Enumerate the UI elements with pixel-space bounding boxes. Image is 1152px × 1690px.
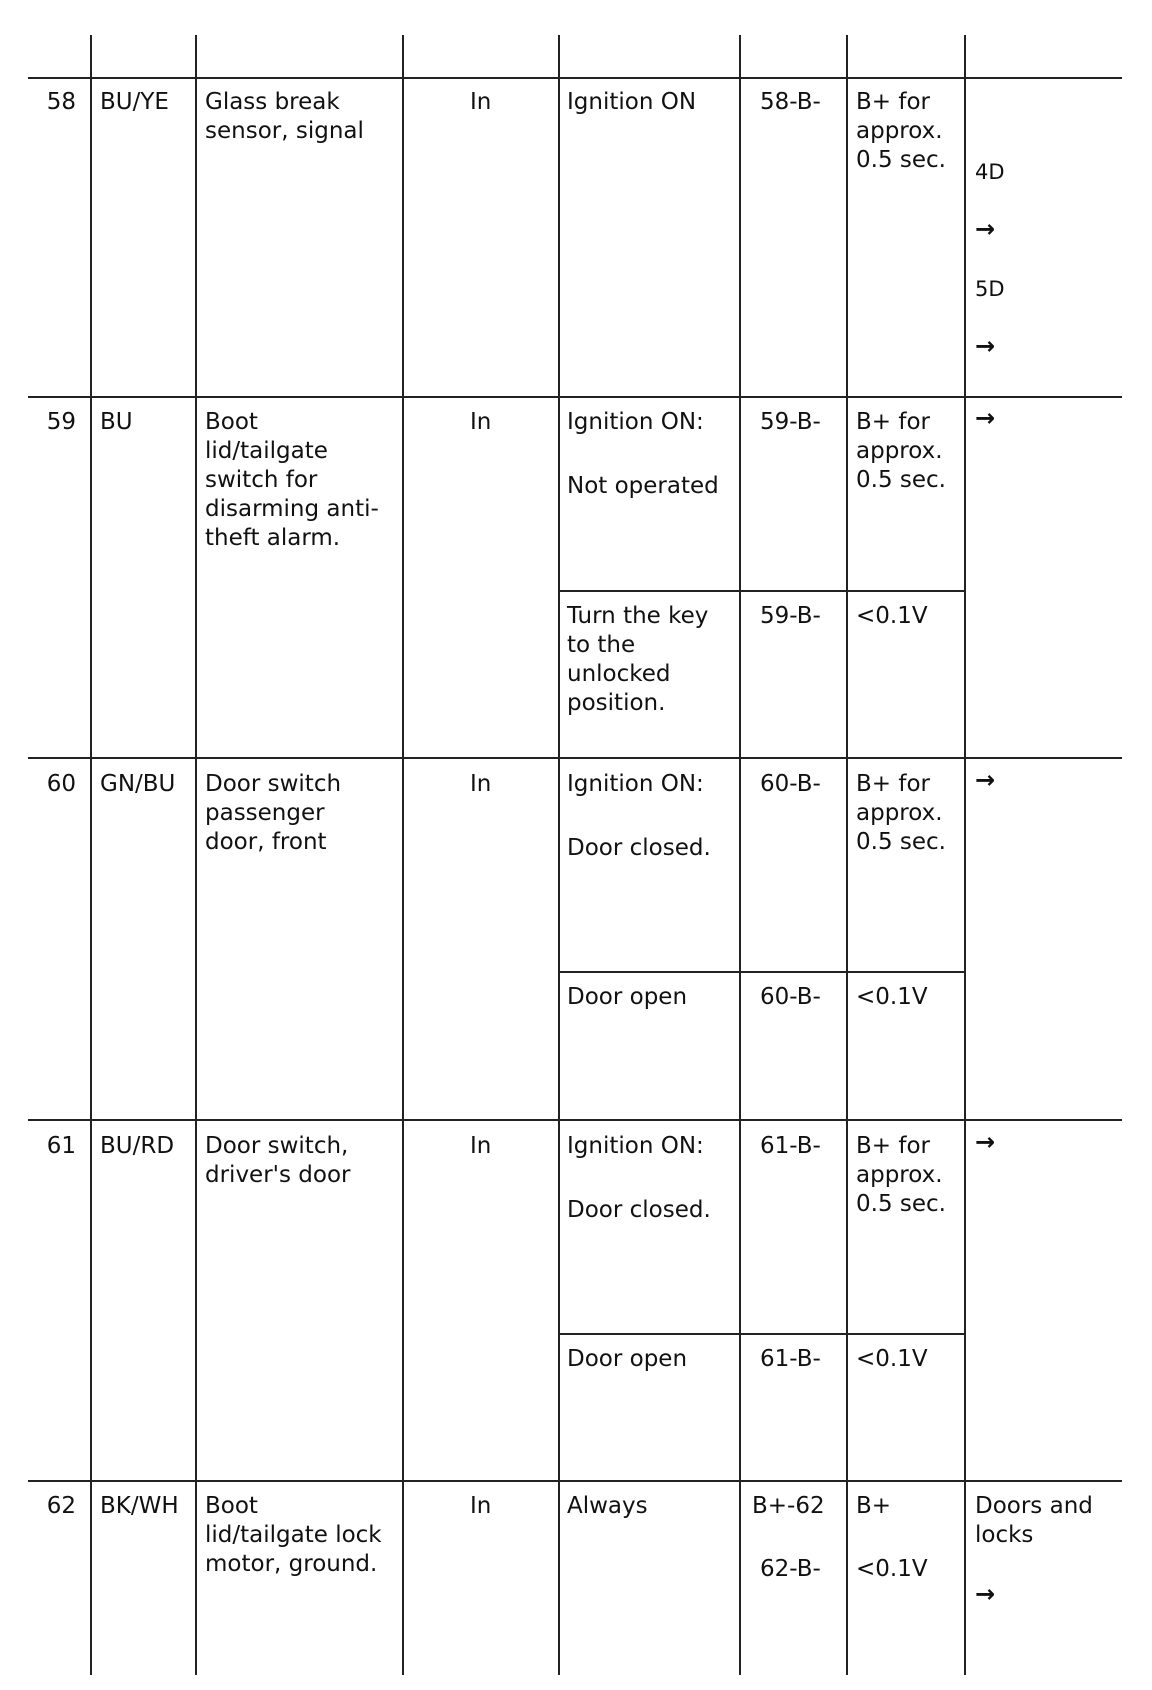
column-divider — [402, 35, 404, 1675]
pin-number: 58 — [46, 89, 76, 115]
arrow-right-icon[interactable]: → — [975, 404, 996, 432]
measurement-points: 61-B- — [760, 1346, 821, 1372]
measurement-points: 59-B- — [760, 409, 821, 435]
signal-direction: In — [470, 1133, 492, 1159]
pin-description: Glass break sensor, signal — [205, 89, 364, 144]
subrow-divider — [558, 1333, 966, 1335]
test-condition: Turn the key to the unlocked position. — [567, 603, 709, 716]
row-divider — [28, 396, 1122, 398]
test-condition: Ignition ON: — [567, 1133, 704, 1159]
test-condition: Ignition ON: — [567, 771, 704, 797]
subrow-divider — [558, 590, 966, 592]
column-divider — [739, 35, 741, 1675]
test-condition: Door open — [567, 984, 688, 1010]
row-divider — [28, 757, 1122, 759]
signal-direction: In — [470, 1493, 492, 1519]
arrow-right-icon[interactable]: → — [975, 766, 996, 794]
row-divider — [28, 1480, 1122, 1482]
arrow-right-icon[interactable]: → — [975, 332, 996, 360]
wire-color: BU — [100, 409, 133, 435]
expected-value: B+ for approx. 0.5 sec. — [856, 1133, 946, 1217]
note-link-doors-and-locks[interactable]: Doors and locks — [975, 1493, 1093, 1548]
pin-number: 59 — [46, 409, 76, 435]
test-condition: Door open — [567, 1346, 688, 1372]
column-divider — [846, 35, 848, 1675]
test-condition: Ignition ON — [567, 89, 697, 115]
expected-value: B+ for approx. 0.5 sec. — [856, 771, 946, 855]
expected-value: B+ — [856, 1493, 892, 1519]
column-divider — [558, 35, 560, 1675]
signal-direction: In — [470, 409, 492, 435]
pin-number: 60 — [46, 771, 76, 797]
note-model-5d: 5D — [975, 277, 1005, 301]
measurement-points: 62-B- — [760, 1556, 821, 1582]
subrow-divider — [558, 971, 966, 973]
wire-color: BU/YE — [100, 89, 169, 115]
pin-number: 62 — [46, 1493, 76, 1519]
expected-value: <0.1V — [856, 603, 928, 629]
measurement-points: 60-B- — [760, 984, 821, 1010]
wire-color: BU/RD — [100, 1133, 175, 1159]
signal-direction: In — [470, 89, 492, 115]
arrow-right-icon[interactable]: → — [975, 215, 996, 243]
column-divider — [964, 35, 966, 1675]
measurement-points: 61-B- — [760, 1133, 821, 1159]
expected-value: <0.1V — [856, 1556, 928, 1582]
pin-description: Boot lid/tailgate switch for disarming anti- theft alarm. — [205, 409, 379, 551]
expected-value: <0.1V — [856, 1346, 928, 1372]
row-divider — [28, 77, 1122, 79]
note-model-4d: 4D — [975, 160, 1005, 184]
test-condition: Always — [567, 1493, 648, 1519]
column-divider — [90, 35, 92, 1675]
row-divider — [28, 1119, 1122, 1121]
test-condition-detail: Door closed. — [567, 835, 711, 861]
test-condition: Ignition ON: — [567, 409, 704, 435]
pin-description: Door switch, driver's door — [205, 1133, 351, 1188]
measurement-points: 60-B- — [760, 771, 821, 797]
arrow-right-icon[interactable]: → — [975, 1580, 996, 1608]
pin-description: Boot lid/tailgate lock motor, ground. — [205, 1493, 382, 1577]
pin-description: Door switch passenger door, front — [205, 771, 342, 855]
test-condition-detail: Door closed. — [567, 1197, 711, 1223]
measurement-points: 59-B- — [760, 603, 821, 629]
wire-color: BK/WH — [100, 1493, 179, 1519]
pin-number: 61 — [46, 1133, 76, 1159]
measurement-points: 58-B- — [760, 89, 821, 115]
arrow-right-icon[interactable]: → — [975, 1128, 996, 1156]
measurement-points: B+-62 — [752, 1493, 825, 1519]
test-condition-detail: Not operated — [567, 473, 719, 499]
signal-direction: In — [470, 771, 492, 797]
expected-value: B+ for approx. 0.5 sec. — [856, 89, 946, 173]
expected-value: <0.1V — [856, 984, 928, 1010]
wire-color: GN/BU — [100, 771, 176, 797]
expected-value: B+ for approx. 0.5 sec. — [856, 409, 946, 493]
column-divider — [195, 35, 197, 1675]
